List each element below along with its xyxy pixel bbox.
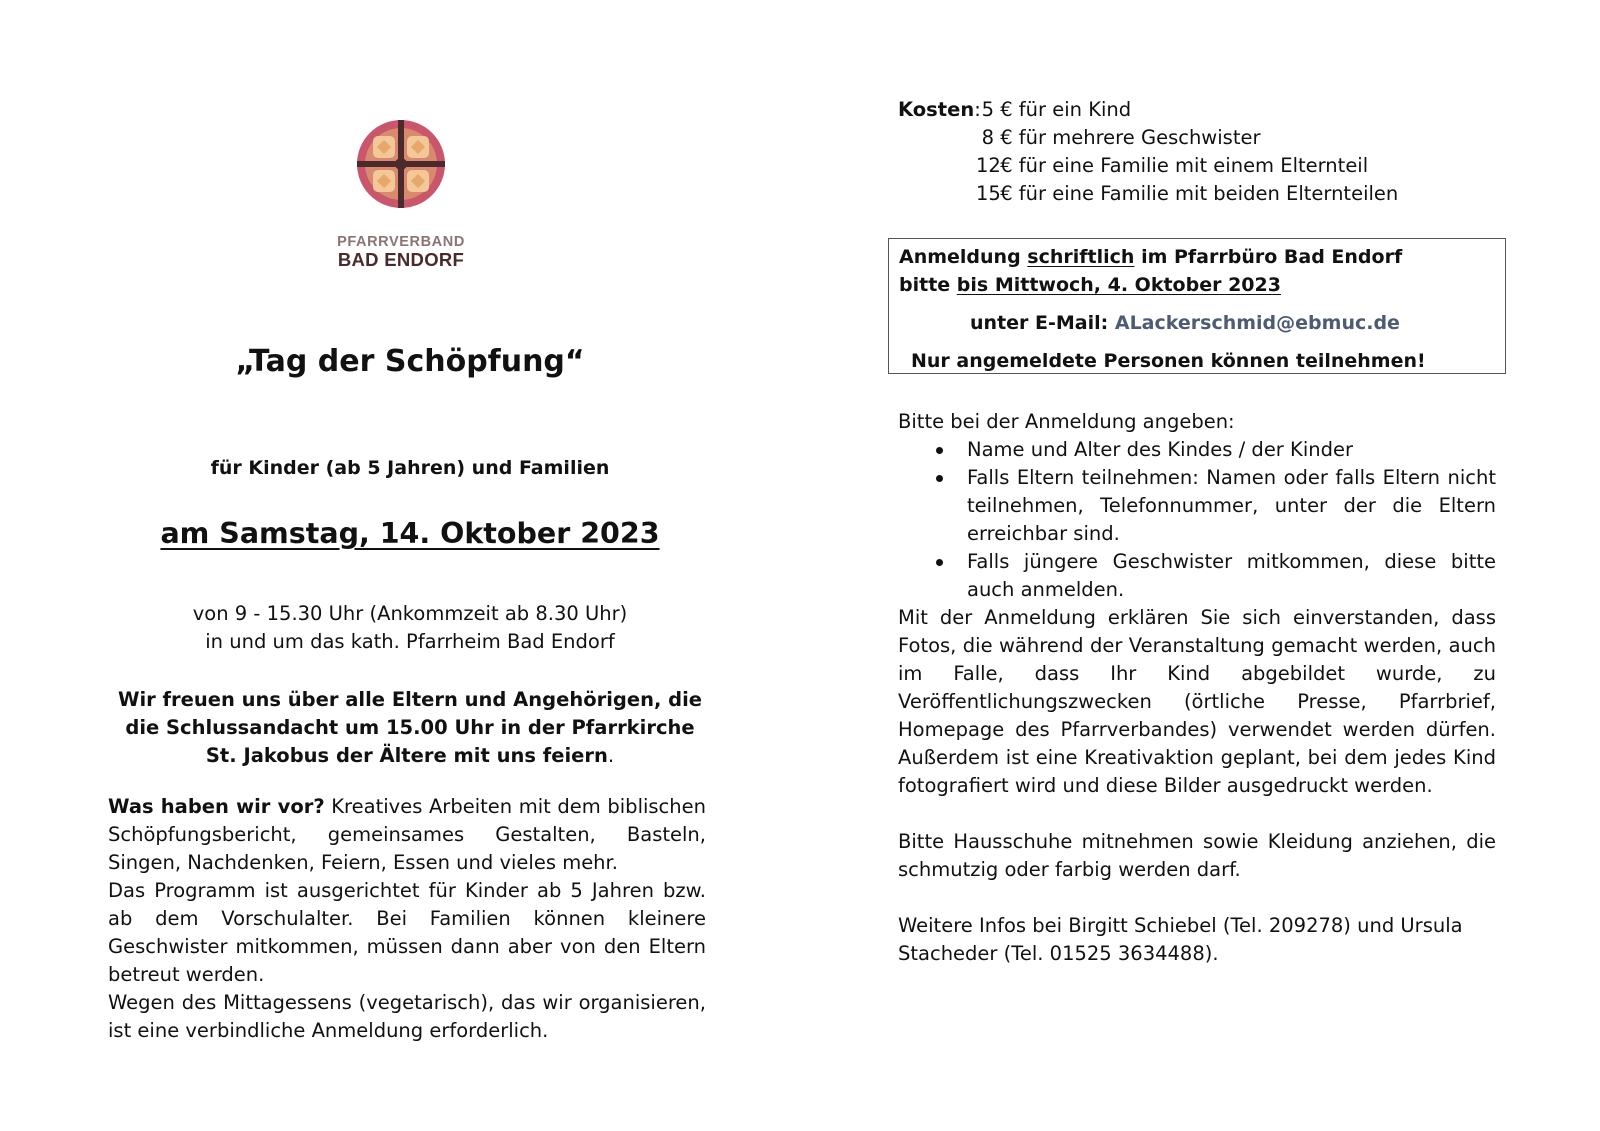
cost-text: € für mehrere Geschwister — [994, 126, 1261, 149]
program-paragraph: Das Programm ist ausgerichtet für Kinder ab 5 Jahren bzw. ab dem Vorschulalter. Bei Familien können kleinere Geschwister mitkommen, müssen dann aber von den Eltern betreut werden. — [108, 879, 706, 986]
what-paragraph — [108, 793, 706, 877]
registration-line2-pre: bitte — [899, 274, 957, 296]
cost-text: € für ein Kind — [994, 98, 1132, 121]
cost-text: € für eine Familie mit beiden Elternteilen — [994, 182, 1399, 205]
what-label: Was haben wir vor? — [108, 795, 325, 818]
event-location: in und um das kath. Pfarrheim Bad Endorf — [205, 630, 615, 653]
registration-line1-pre: Anmeldung — [899, 246, 1028, 268]
parish-logo — [326, 118, 476, 270]
costs-label-cell: Kosten: — [898, 98, 981, 121]
spacer — [898, 800, 1496, 828]
registration-written: schriftlich — [1027, 246, 1135, 268]
registration-line1-post: im Pfarrbüro Bad Endorf — [1134, 246, 1403, 268]
list-item: Name und Alter des Kindes / der Kinder — [898, 436, 1496, 464]
email-label: unter E-Mail: — [970, 312, 1115, 334]
costs-label: Kosten — [898, 98, 975, 121]
invitation-text: Wir freuen uns über alle Eltern und Angehörigen, die die Schlussandacht um 15.00 Uhr in der Pfarrkirche St. Jakobus der Ältere mit uns feiern — [117, 688, 703, 767]
lunch-paragraph: Wegen des Mittagessens (vegetarisch), das wir organisieren, ist eine verbindliche Anmeldung erforderlich. — [108, 991, 706, 1042]
cost-amount: 5 — [981, 98, 994, 121]
email-link[interactable]: ALackerschmid@ebmuc.de — [1114, 312, 1400, 334]
cost-item — [976, 152, 1503, 180]
cross-rosette-icon — [355, 118, 447, 210]
registration-line2 — [899, 271, 1495, 299]
program-description — [108, 793, 706, 1045]
event-title: „Tag der Schöpfung“ — [235, 344, 585, 379]
invitation-period: . — [607, 744, 615, 767]
cost-list — [976, 96, 1503, 208]
info-bullet-list — [898, 436, 1496, 604]
cost-item — [976, 96, 1503, 124]
spacer — [898, 884, 1496, 912]
email-line — [899, 309, 1495, 337]
event-time: von 9 - 15.30 Uhr (Ankommzeit ab 8.30 Uhr) — [192, 602, 628, 625]
cost-item — [976, 180, 1503, 208]
registration-line1 — [899, 243, 1495, 271]
info-intro: Bitte bei der Anmeldung angeben: — [898, 410, 1235, 433]
cost-amount: 15 — [976, 182, 1001, 205]
photo-consent: Mit der Anmeldung erklären Sie sich einverstanden, dass Fotos, die während der Veranstaltung gemacht werden, auch im Falle, dass Ihr Kind abgebildet wurde, zu Veröffentlichungszwecken (örtliche Presse, Pfarrbrief, Homepage des Pfarrverbandes) verwendet werden dürfen. Außerdem ist eine Kreativaktion geplant, bei dem jedes Kind fotografiert wird und diese Bilder ausgedruckt werden. — [898, 606, 1496, 797]
cost-amount: 12 — [976, 154, 1001, 177]
registration-info — [898, 408, 1496, 968]
registration-box — [888, 238, 1506, 374]
event-time-location — [108, 600, 712, 656]
cost-text: € für eine Familie mit einem Elternteil — [994, 154, 1369, 177]
event-date: am Samstag, 14. Oktober 2023 — [160, 517, 660, 550]
shoes-note: Bitte Hausschuhe mitnehmen sowie Kleidung anziehen, die schmutzig oder farbig werden darf. — [898, 830, 1496, 881]
cost-amount: 8 — [981, 126, 994, 149]
registered-only-note: Nur angemeldete Personen können teilnehmen! — [911, 350, 1426, 372]
list-item: Falls Eltern teilnehmen: Namen oder falls Eltern nicht teilnehmen, Telefonnummer, unter der die Eltern erreichbar sind. — [898, 464, 1496, 548]
invitation-paragraph — [108, 686, 712, 770]
logo-text-line1: PFARRVERBAND — [337, 234, 465, 250]
cost-item — [976, 124, 1503, 152]
right-column — [898, 96, 1503, 965]
costs-section — [898, 96, 1503, 208]
contact-info: Weitere Infos bei Birgitt Schiebel (Tel. 209278) und Ursula Stacheder (Tel. 01525 3634488). — [898, 914, 1463, 965]
logo-text-line2: BAD ENDORF — [337, 249, 465, 270]
registration-deadline: bis Mittwoch, 4. Oktober 2023 — [956, 274, 1281, 296]
event-audience: für Kinder (ab 5 Jahren) und Familien — [210, 457, 610, 479]
what-text: Kreatives Arbeiten mit dem biblischen Schöpfungsbericht, gemeinsames Gestalten, Basteln, Singen, Nachdenken, Feiern, Essen und vieles mehr. — [108, 795, 706, 874]
list-item: Falls jüngere Geschwister mitkommen, diese bitte auch anmelden. — [898, 548, 1496, 604]
